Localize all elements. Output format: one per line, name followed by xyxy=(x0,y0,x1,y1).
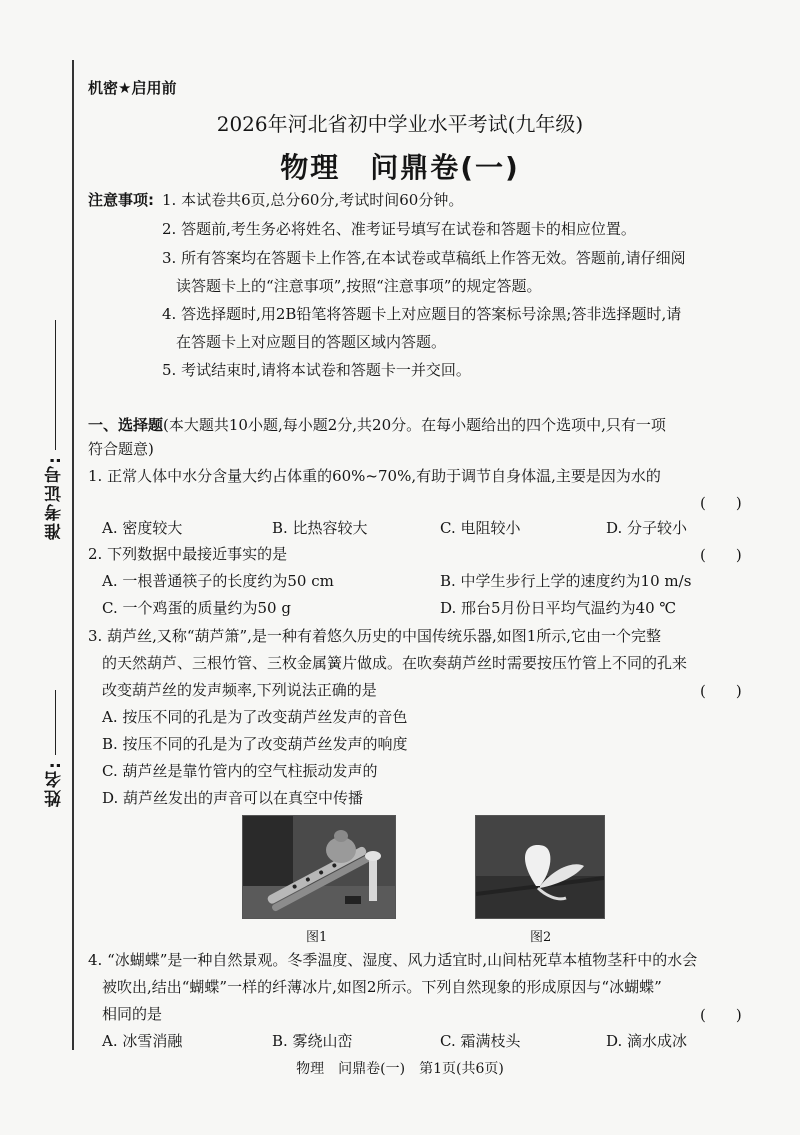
option-b: B. 中学生步行上学的速度约为10 m/s xyxy=(440,572,692,590)
answer-paren: ( ) xyxy=(700,494,742,512)
paper-title: 物理 问鼎卷(一) xyxy=(280,151,520,184)
option-b: B. 比热容较大 xyxy=(272,519,368,537)
question-4-stem: 相同的是 xyxy=(102,1005,163,1023)
question-2-stem: 2. 下列数据中最接近事实的是 xyxy=(88,545,288,563)
option-c: C. 一个鸡蛋的质量约为50 g xyxy=(102,599,291,617)
section1-heading-line xyxy=(88,415,666,435)
note-item: 读答题卡上的“注意事项”,按照“注意事项”的规定答题。 xyxy=(176,277,542,295)
question-4-stem: 被吹出,结出“蝴蝶”一样的纤薄冰片,如图2所示。下列自然现象的形成原因与“冰蝴蝶” xyxy=(102,978,662,996)
option-d: D. 分子较小 xyxy=(606,519,688,537)
binding-line xyxy=(72,60,74,1050)
figure-1-hulusi-photo xyxy=(242,815,396,919)
answer-paren: ( ) xyxy=(700,682,742,700)
option-c: C. 霜满枝头 xyxy=(440,1032,521,1050)
notes-label: 注意事项: xyxy=(88,191,154,209)
exam-no-label: 准考证号: xyxy=(45,455,65,540)
answer-paren: ( ) xyxy=(700,1006,742,1024)
section1-desc-2: 符合题意) xyxy=(88,440,154,458)
option-a: A. 按压不同的孔是为了改变葫芦丝发声的音色 xyxy=(102,708,408,726)
question-3-stem: 的天然葫芦、三根竹管、三枚金属簧片做成。在吹奏葫芦丝时需要按压竹管上不同的孔来 xyxy=(102,654,688,672)
option-b: B. 按压不同的孔是为了改变葫芦丝发声的响度 xyxy=(102,735,408,753)
question-4-stem: 4. “冰蝴蝶”是一种自然景观。冬季温度、湿度、风力适宜时,山间枯死草本植物茎秆中的水会 xyxy=(88,951,698,969)
option-a: A. 密度较大 xyxy=(102,519,183,537)
note-item: 1. 本试卷共6页,总分60分,考试时间60分钟。 xyxy=(162,191,464,209)
figure-2-ice-butterfly-photo xyxy=(475,815,605,919)
question-1-stem: 1. 正常人体中水分含量大约占体重的60%~70%,有助于调节自身体温,主要是因为水的 xyxy=(88,467,661,485)
confidential-mark: 机密★启用前 xyxy=(88,79,177,97)
option-d: D. 邢台5月份日平均气温约为40 ℃ xyxy=(440,599,677,617)
figure-2-caption: 图2 xyxy=(530,930,552,945)
figure-1-caption: 图1 xyxy=(306,930,328,945)
option-a: A. 冰雪消融 xyxy=(102,1032,183,1050)
note-item: 3. 所有答案均在答题卡上作答,在本试卷或草稿纸上作答无效。答题前,请仔细阅 xyxy=(162,249,686,267)
option-c: C. 电阻较小 xyxy=(440,519,521,537)
question-3-stem: 3. 葫芦丝,又称“葫芦箫”,是一种有着悠久历史的中国传统乐器,如图1所示,它由一个完整 xyxy=(88,627,662,645)
option-a: A. 一根普通筷子的长度约为50 cm xyxy=(102,572,334,590)
note-item: 2. 答题前,考生务必将姓名、准考证号填写在试卷和答题卡的相应位置。 xyxy=(162,220,636,238)
section1-desc: (本大题共10小题,每小题2分,共20分。在每小题给出的四个选项中,只有一项 xyxy=(163,416,666,434)
option-d: D. 葫芦丝发出的声音可以在真空中传播 xyxy=(102,789,364,807)
option-d: D. 滴水成冰 xyxy=(606,1032,688,1050)
option-b: B. 雾绕山峦 xyxy=(272,1032,353,1050)
name-label: 姓名: xyxy=(45,760,65,807)
note-item: 在答题卡上对应题目的答题区域内答题。 xyxy=(176,333,447,351)
option-c: C. 葫芦丝是靠竹管内的空气柱振动发声的 xyxy=(102,762,378,780)
page-footer: 物理 问鼎卷(一) 第1页(共6页) xyxy=(296,1061,504,1077)
note-item: 4. 答选择题时,用2B铅笔将答题卡上对应题目的答案标号涂黑;答非选择题时,请 xyxy=(162,305,682,323)
exam-no-underline xyxy=(55,320,56,450)
note-item: 5. 考试结束时,请将本试卷和答题卡一并交回。 xyxy=(162,361,471,379)
name-underline xyxy=(55,690,56,755)
section1-heading: 一、选择题 xyxy=(88,416,164,434)
question-3-stem: 改变葫芦丝的发声频率,下列说法正确的是 xyxy=(102,681,377,699)
answer-paren: ( ) xyxy=(700,546,742,564)
exam-title: 2026年河北省初中学业水平考试(九年级) xyxy=(216,112,584,136)
